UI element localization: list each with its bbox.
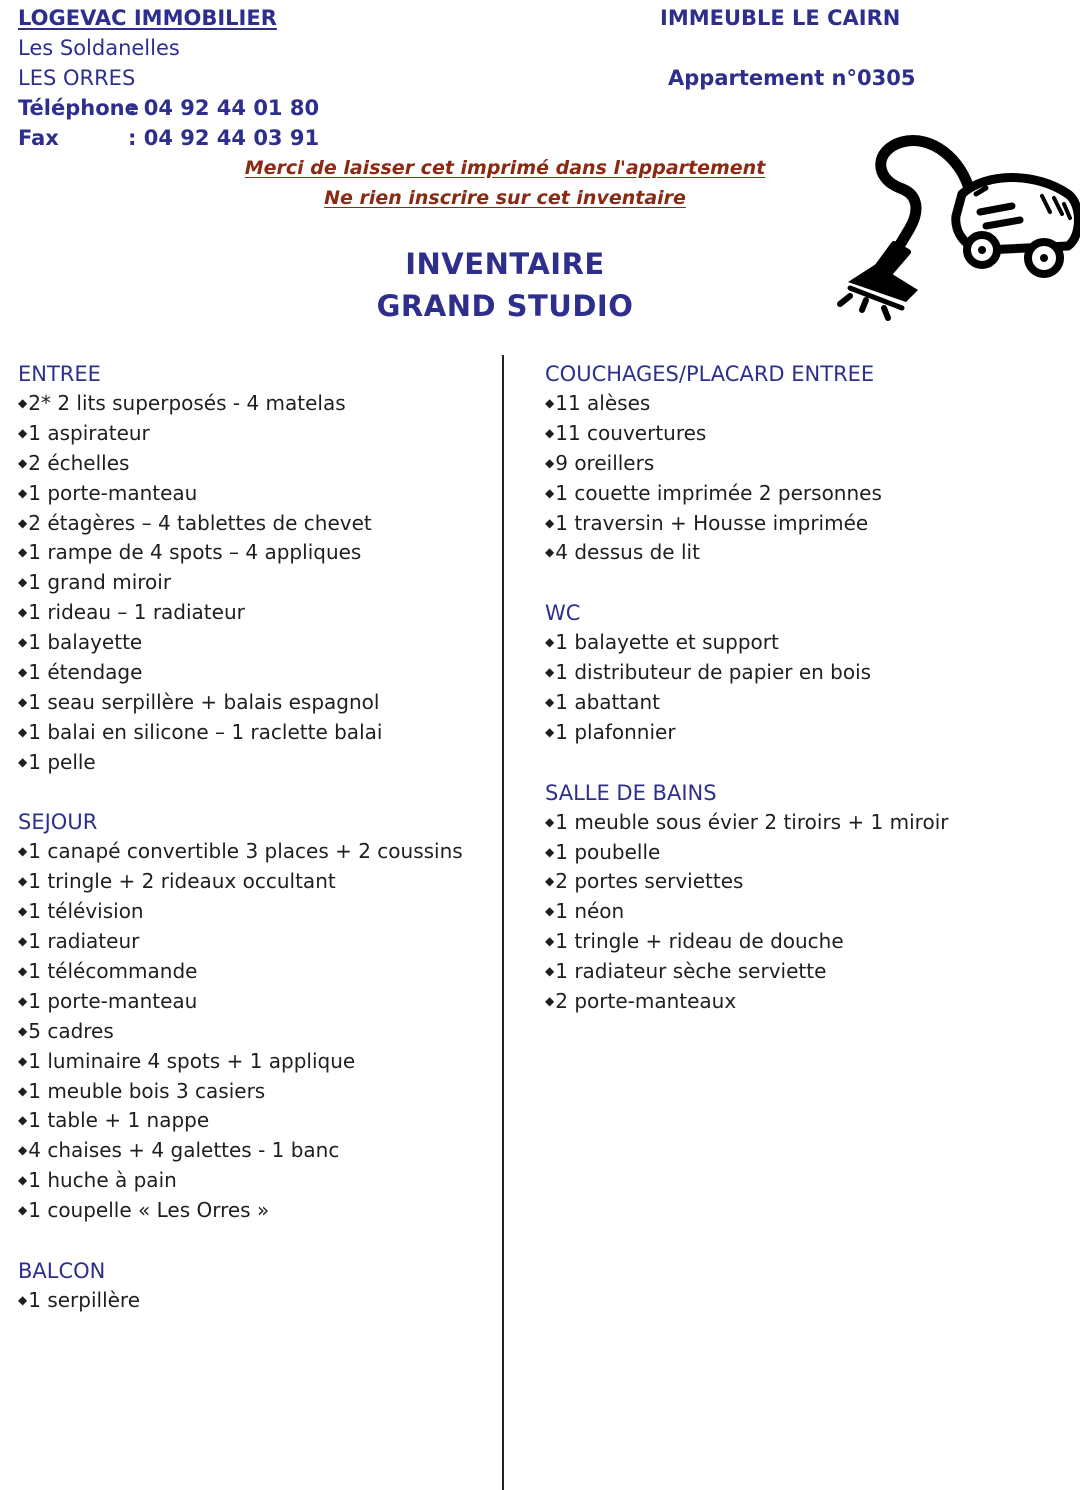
inventory-item bbox=[545, 688, 948, 718]
bullet-diamond-icon: ◆ bbox=[545, 994, 555, 1009]
section-gap bbox=[545, 748, 948, 778]
bullet-diamond-icon: ◆ bbox=[18, 904, 28, 919]
address-line-2: LES ORRES bbox=[18, 66, 136, 90]
company-name: LOGEVAC IMMOBILIER bbox=[18, 6, 277, 30]
section-title: ENTREE bbox=[18, 362, 101, 386]
bullet-diamond-icon: ◆ bbox=[545, 934, 555, 949]
bullet-diamond-icon: ◆ bbox=[545, 814, 555, 829]
right-column bbox=[545, 359, 948, 1017]
inventory-item bbox=[18, 628, 463, 658]
inventory-item bbox=[545, 808, 948, 838]
document-subtitle: GRAND STUDIO bbox=[376, 289, 634, 323]
inventory-item-text: 2* 2 lits superposés - 4 matelas bbox=[28, 391, 346, 415]
inventory-item-text: 1 porte-manteau bbox=[28, 480, 198, 505]
inventory-item bbox=[18, 568, 463, 598]
inventory-item-text: 1 aspirateur bbox=[28, 420, 150, 445]
inventory-item-text: 1 rideau – 1 radiateur bbox=[28, 600, 245, 625]
bullet-diamond-icon: ◆ bbox=[18, 964, 28, 979]
bullet-diamond-icon: ◆ bbox=[18, 1083, 28, 1098]
notice-line-1: Merci de laisser cet imprimé dans l'appartement bbox=[244, 157, 766, 179]
inventory-item-text: 1 balayette bbox=[28, 630, 143, 655]
inventory-item-text: 1 radiateur sèche serviette bbox=[555, 959, 827, 984]
inventory-item bbox=[18, 927, 463, 957]
inventory-item-text: 1 plafonnier bbox=[555, 719, 676, 744]
section-title: SALLE DE BAINS bbox=[545, 780, 717, 805]
inventory-item bbox=[18, 897, 463, 927]
bullet-diamond-icon: ◆ bbox=[545, 724, 555, 739]
bullet-diamond-icon: ◆ bbox=[18, 545, 28, 560]
inventory-item-text: 5 cadres bbox=[28, 1018, 114, 1043]
address-line-1: Les Soldanelles bbox=[18, 36, 180, 60]
bullet-diamond-icon: ◆ bbox=[18, 515, 28, 530]
apartment-number: Appartement n°0305 bbox=[668, 66, 916, 90]
inventory-item bbox=[18, 538, 463, 568]
bullet-diamond-icon: ◆ bbox=[18, 1023, 28, 1038]
bullet-diamond-icon: ◆ bbox=[545, 904, 555, 919]
inventory-item-text: 1 télévision bbox=[28, 899, 144, 924]
inventory-item-text: 1 abattant bbox=[555, 690, 660, 715]
inventory-item-text: 4 chaises + 4 galettes - 1 banc bbox=[28, 1138, 340, 1163]
inventory-item bbox=[18, 867, 463, 897]
inventory-item-text: 1 table + 1 nappe bbox=[28, 1108, 210, 1133]
section-title: COUCHAGES/PLACARD ENTREE bbox=[545, 362, 875, 386]
inventory-item bbox=[18, 1106, 463, 1136]
vacuum-cleaner-icon bbox=[836, 132, 1080, 324]
inventory-item-text: 9 oreillers bbox=[555, 450, 655, 475]
inventory-item bbox=[545, 628, 948, 658]
bullet-diamond-icon: ◆ bbox=[545, 396, 555, 410]
bullet-diamond-icon: ◆ bbox=[18, 754, 28, 769]
inventory-item bbox=[18, 449, 463, 479]
bullet-diamond-icon: ◆ bbox=[18, 665, 28, 680]
inventory-item bbox=[545, 538, 948, 568]
inventory-item bbox=[545, 897, 948, 927]
bullet-diamond-icon: ◆ bbox=[545, 485, 555, 500]
bullet-diamond-icon: ◆ bbox=[545, 874, 555, 889]
inventory-item bbox=[18, 658, 463, 688]
inventory-item-text: 11 couvertures bbox=[555, 420, 707, 445]
inventory-item bbox=[545, 957, 948, 987]
inventory-item-text: 1 étendage bbox=[28, 660, 143, 685]
inventory-item bbox=[18, 598, 463, 628]
bullet-diamond-icon: ◆ bbox=[18, 993, 28, 1008]
bullet-diamond-icon: ◆ bbox=[18, 605, 28, 620]
inventory-item-text: 1 distributeur de papier en bois bbox=[555, 660, 872, 685]
bullet-diamond-icon: ◆ bbox=[18, 844, 28, 859]
bullet-diamond-icon: ◆ bbox=[18, 485, 28, 500]
inventory-item-text: 1 seau serpillère + balais espagnol bbox=[28, 689, 380, 714]
fax-row bbox=[18, 126, 319, 150]
bullet-diamond-icon: ◆ bbox=[18, 1203, 28, 1218]
left-column bbox=[18, 359, 463, 1316]
bullet-diamond-icon: ◆ bbox=[18, 1143, 28, 1158]
bullet-diamond-icon: ◆ bbox=[545, 665, 555, 680]
inventory-item bbox=[18, 1047, 463, 1077]
inventory-item-text: 1 traversin + Housse imprimée bbox=[555, 510, 869, 535]
building-name: IMMEUBLE LE CAIRN bbox=[660, 6, 901, 30]
column-divider bbox=[502, 355, 504, 1490]
inventory-item-text: 1 meuble bois 3 casiers bbox=[28, 1078, 266, 1103]
bullet-diamond-icon: ◆ bbox=[545, 545, 555, 560]
bullet-diamond-icon: ◆ bbox=[18, 934, 28, 949]
section-gap bbox=[545, 568, 948, 598]
inventory-item-text: 2 étagères – 4 tablettes de chevet bbox=[28, 510, 372, 535]
inventory-item-text: 4 dessus de lit bbox=[555, 540, 700, 565]
inventory-item-text: 1 balai en silicone – 1 raclette balai bbox=[28, 719, 383, 744]
inventory-item bbox=[18, 1077, 463, 1107]
inventory-item-text: 1 néon bbox=[555, 899, 625, 924]
inventory-item bbox=[18, 389, 463, 419]
bullet-diamond-icon: ◆ bbox=[545, 515, 555, 530]
inventory-item-text: 2 échelles bbox=[28, 450, 130, 475]
document-title: INVENTAIRE bbox=[405, 247, 605, 281]
inventory-item bbox=[545, 987, 948, 1017]
bullet-diamond-icon: ◆ bbox=[545, 844, 555, 859]
inventory-item bbox=[545, 449, 948, 479]
inventory-item-text: 1 serpillère bbox=[28, 1287, 141, 1312]
inventory-item-text: 1 pelle bbox=[28, 749, 96, 774]
inventory-item-text: 1 radiateur bbox=[28, 929, 140, 954]
inventory-item bbox=[18, 688, 463, 718]
inventory-item bbox=[18, 837, 463, 867]
notice-line-2: Ne rien inscrire sur cet inventaire bbox=[324, 187, 686, 209]
bullet-diamond-icon: ◆ bbox=[18, 724, 28, 739]
bullet-diamond-icon: ◆ bbox=[18, 874, 28, 889]
bullet-diamond-icon: ◆ bbox=[545, 695, 555, 710]
inventory-item-text: 1 canapé convertible 3 places + 2 coussins bbox=[28, 839, 463, 864]
inventory-item bbox=[18, 479, 463, 509]
inventory-item bbox=[545, 419, 948, 449]
section-title: SEJOUR bbox=[18, 810, 98, 835]
inventory-item bbox=[545, 479, 948, 509]
inventory-item bbox=[545, 509, 948, 539]
inventory-item bbox=[18, 419, 463, 449]
inventory-item-text: 1 meuble sous évier 2 tiroirs + 1 miroir bbox=[555, 809, 949, 834]
inventory-item-text: 1 télécommande bbox=[28, 959, 198, 984]
inventory-item-text: 1 grand miroir bbox=[28, 570, 172, 595]
inventory-item bbox=[18, 1017, 463, 1047]
bullet-diamond-icon: ◆ bbox=[18, 1053, 28, 1068]
inventory-item-text: 1 coupelle « Les Orres » bbox=[28, 1198, 270, 1223]
bullet-diamond-icon: ◆ bbox=[545, 455, 555, 470]
inventory-item-text: 1 balayette et support bbox=[555, 630, 779, 655]
fax-label: Fax bbox=[18, 126, 59, 150]
inventory-item bbox=[18, 987, 463, 1017]
inventory-item bbox=[18, 1196, 463, 1226]
inventory-item bbox=[18, 1166, 463, 1196]
bullet-diamond-icon: ◆ bbox=[18, 1113, 28, 1128]
phone-row bbox=[18, 96, 319, 120]
inventory-item-text: 1 porte-manteau bbox=[28, 988, 198, 1013]
inventory-item-text: 1 huche à pain bbox=[28, 1168, 177, 1193]
bullet-diamond-icon: ◆ bbox=[18, 455, 28, 470]
inventory-item bbox=[545, 838, 948, 868]
section-gap bbox=[18, 778, 463, 808]
inventory-item-text: 1 tringle + 2 rideaux occultant bbox=[28, 869, 336, 894]
section-title: BALCON bbox=[18, 1258, 106, 1283]
section-gap bbox=[18, 1226, 463, 1256]
inventory-item-text: 11 alèses bbox=[555, 391, 651, 415]
inventory-item bbox=[18, 957, 463, 987]
inventory-item-text: 1 couette imprimée 2 personnes bbox=[555, 480, 882, 505]
phone-value: : 04 92 44 01 80 bbox=[128, 96, 320, 120]
inventory-item bbox=[18, 509, 463, 539]
phone-label: Téléphone bbox=[18, 96, 139, 120]
section-title: WC bbox=[545, 601, 581, 626]
bullet-diamond-icon: ◆ bbox=[18, 1173, 28, 1188]
inventory-item bbox=[18, 748, 463, 778]
inventory-item bbox=[18, 1136, 463, 1166]
inventory-item bbox=[18, 1286, 463, 1316]
inventory-item-text: 1 poubelle bbox=[555, 839, 661, 864]
inventory-item bbox=[545, 867, 948, 897]
inventory-item-text: 1 luminaire 4 spots + 1 applique bbox=[28, 1048, 356, 1073]
inventory-item bbox=[545, 718, 948, 748]
inventory-item bbox=[545, 658, 948, 688]
bullet-diamond-icon: ◆ bbox=[545, 425, 555, 440]
inventory-item bbox=[545, 927, 948, 957]
bullet-diamond-icon: ◆ bbox=[18, 1292, 28, 1307]
bullet-diamond-icon: ◆ bbox=[18, 635, 28, 650]
inventory-item-text: 1 rampe de 4 spots – 4 appliques bbox=[28, 540, 362, 565]
inventory-item-text: 2 porte-manteaux bbox=[555, 989, 737, 1014]
fax-value: : 04 92 44 03 91 bbox=[128, 126, 320, 150]
inventory-item-text: 1 tringle + rideau de douche bbox=[555, 929, 844, 954]
inventory-item bbox=[18, 718, 463, 748]
bullet-diamond-icon: ◆ bbox=[18, 425, 28, 440]
bullet-diamond-icon: ◆ bbox=[545, 635, 555, 650]
bullet-diamond-icon: ◆ bbox=[545, 964, 555, 979]
inventory-item-text: 2 portes serviettes bbox=[555, 869, 744, 894]
bullet-diamond-icon: ◆ bbox=[18, 575, 28, 590]
inventory-item bbox=[545, 389, 948, 419]
bullet-diamond-icon: ◆ bbox=[18, 694, 28, 709]
bullet-diamond-icon: ◆ bbox=[18, 396, 28, 410]
